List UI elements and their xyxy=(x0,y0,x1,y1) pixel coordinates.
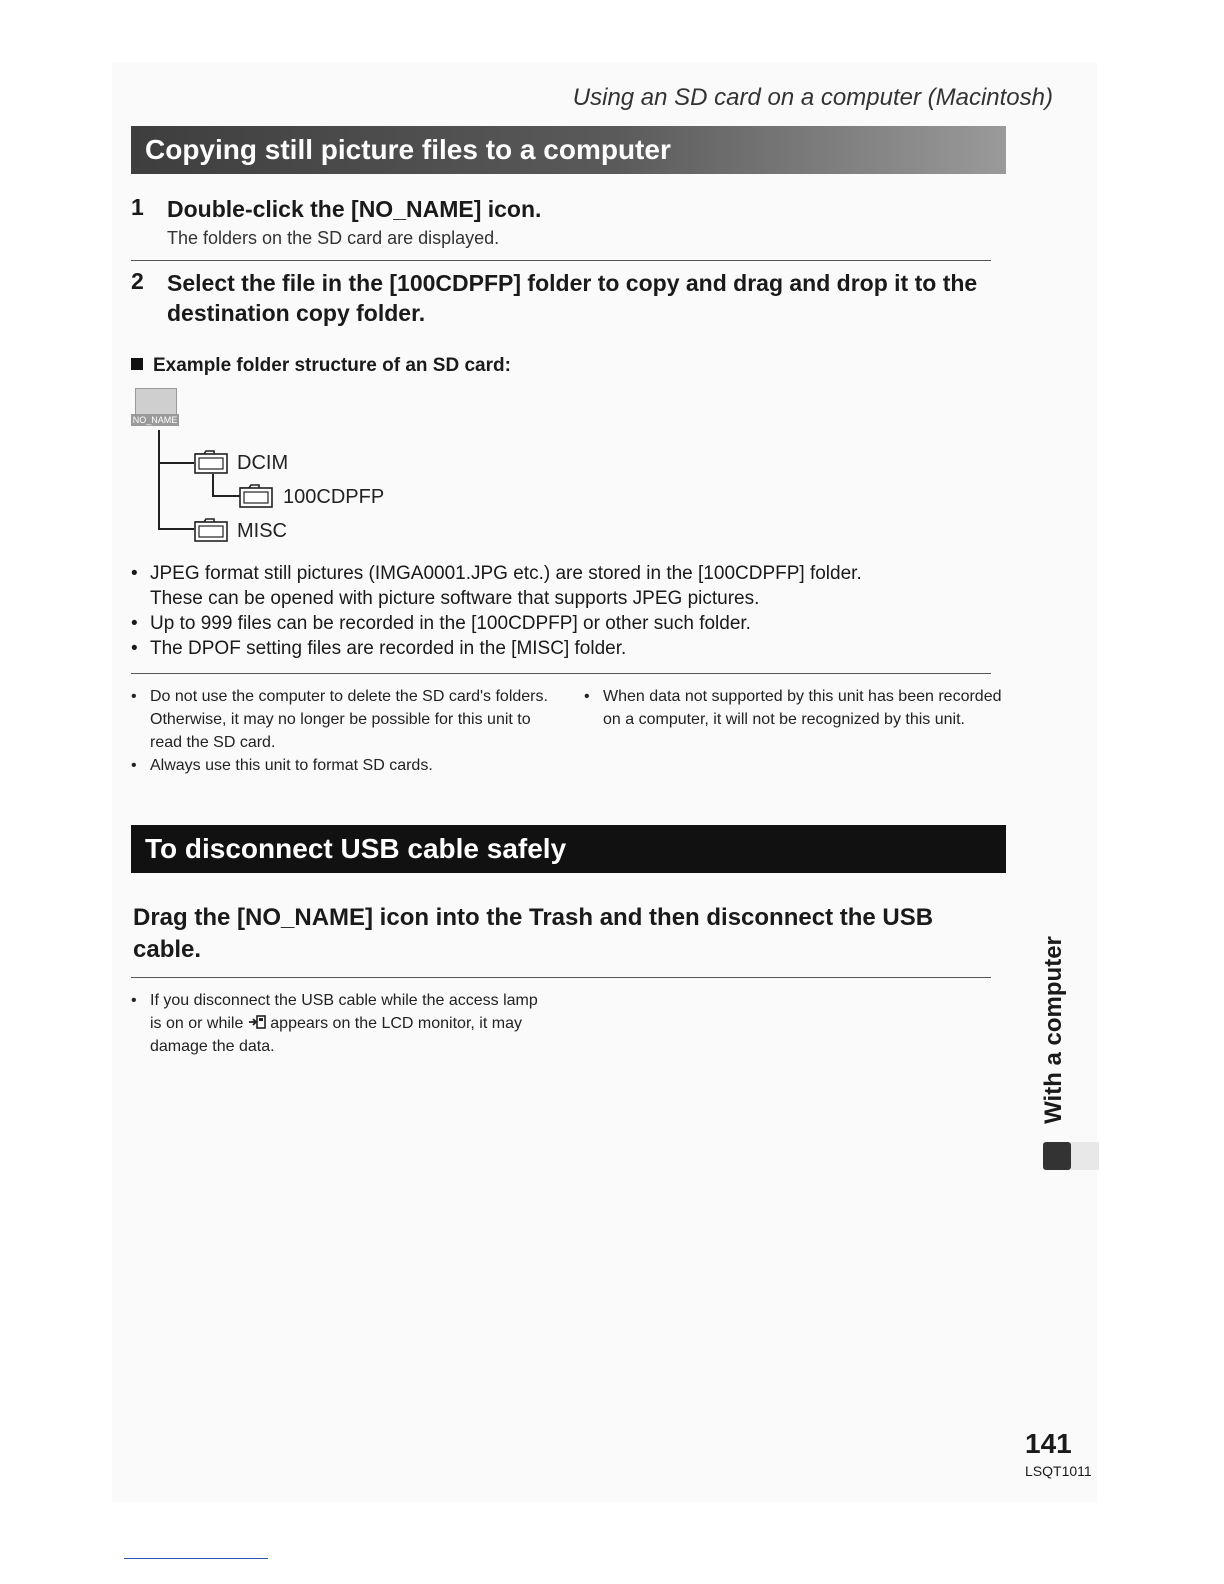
disconnect-instruction: Drag the [NO_NAME] icon into the Trash and then disconnect the USB cable. xyxy=(133,904,934,963)
step-text: Double-click the [NO_NAME] icon. xyxy=(167,196,542,222)
step-2 xyxy=(131,268,1011,328)
section-title-copying: Copying still picture files to a computer xyxy=(131,126,1006,174)
side-tab-marker-fade xyxy=(1071,1142,1099,1170)
folder-icon xyxy=(239,484,273,508)
side-tab-label: With a computer xyxy=(1040,936,1067,1124)
step-subtext: The folders on the SD card are displayed. xyxy=(167,228,500,248)
divider xyxy=(131,260,991,261)
step-1 xyxy=(131,194,1011,249)
side-tab-marker xyxy=(1043,1142,1071,1170)
note-item: • Always use this unit to format SD cards. xyxy=(131,754,551,777)
info-bullets xyxy=(131,561,1001,661)
side-tab xyxy=(1036,930,1072,1130)
example-heading: Example folder structure of an SD card: xyxy=(131,355,511,377)
folder-icon xyxy=(194,450,228,474)
sd-drive-icon xyxy=(131,388,179,426)
tree-line xyxy=(212,474,214,496)
drive-label: NO_NAME xyxy=(132,415,178,425)
step-number: 1 xyxy=(131,194,144,220)
notes-left xyxy=(131,685,551,777)
tree-line xyxy=(158,430,160,530)
card-access-icon xyxy=(248,1014,266,1030)
folder-label-100cdpfp: 100CDPFP xyxy=(283,486,385,508)
folder-label-dcim: DCIM xyxy=(237,452,289,474)
tree-line xyxy=(158,528,194,530)
folder-label-misc: MISC xyxy=(237,520,287,542)
square-bullet-icon xyxy=(131,358,143,370)
step-number: 2 xyxy=(131,268,144,294)
note-item: • When data not supported by this unit has been recorded on a computer, it will not be recognized by this unit. xyxy=(584,685,1004,731)
divider xyxy=(131,673,991,674)
folder-icon xyxy=(194,518,228,542)
tree-line xyxy=(158,462,194,464)
page-number: 141 xyxy=(1025,1428,1072,1459)
step-text: Select the file in the [100CDPFP] folder to copy and drag and drop it to the destination copy folder. xyxy=(167,270,978,326)
page-header-title: Using an SD card on a computer (Macintosh) xyxy=(572,84,1053,111)
bullet-continuation: These can be opened with picture software that supports JPEG pictures. xyxy=(150,588,760,609)
note-item: • If you disconnect the USB cable while the access lamp is on or while appears on the LCD monitor, it may damage the data. xyxy=(131,989,551,1058)
disconnect-note xyxy=(131,989,551,1058)
bullet-item: • The DPOF setting files are recorded in the [MISC] folder. xyxy=(131,636,1001,661)
bullet-item: • Up to 999 files can be recorded in the [100CDPFP] or other such folder. xyxy=(131,611,1001,636)
divider xyxy=(131,977,991,978)
note-item: • Do not use the computer to delete the SD card's folders. Otherwise, it may no longer be possible for this unit to read the SD card. xyxy=(131,685,551,754)
manual-code: LSQT1011 xyxy=(1025,1463,1092,1479)
notes-right xyxy=(584,685,1004,731)
tree-line xyxy=(212,495,240,497)
section-title-disconnect: To disconnect USB cable safely xyxy=(131,825,1006,873)
footer-rule xyxy=(124,1558,268,1559)
bullet-item: • JPEG format still pictures (IMGA0001.JPG etc.) are stored in the [100CDPFP] folder. xyxy=(131,561,1001,586)
